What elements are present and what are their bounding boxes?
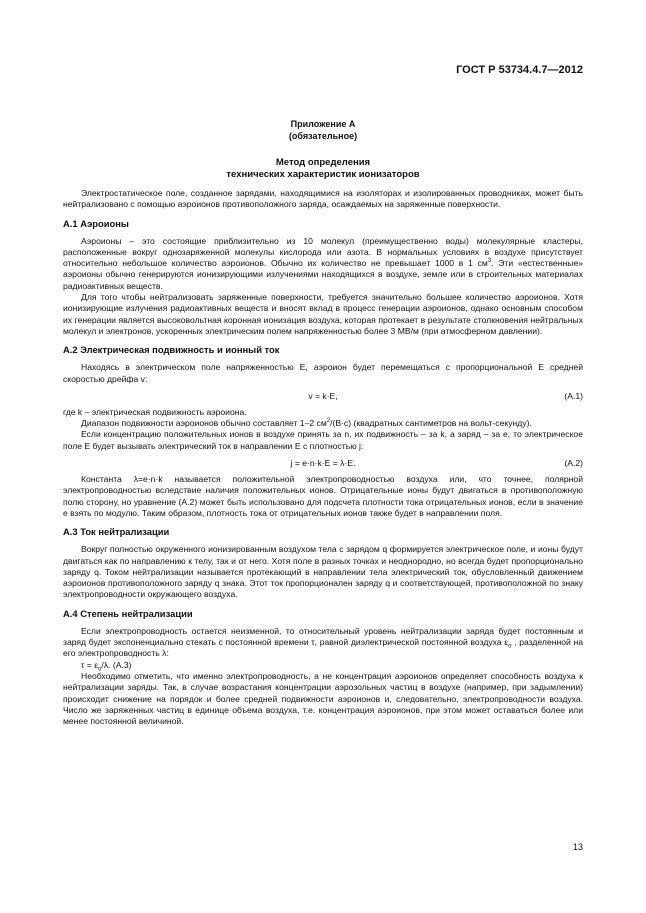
s2-p2-superscript: 2	[326, 418, 331, 425]
section-a2-heading: А.2 Электрическая подвижность и ионный ток	[63, 344, 280, 356]
s1-p1-text-b: . Эти «естественные» аэроионы обычно генерируются ионизирующими излучениями находящихся в воздухе, земле или в строительных материалах радиоактивных веществ.	[63, 258, 584, 291]
s2-p2-text-a: Диапазон подвижности аэроионов обычно составляет 1–2 см	[81, 418, 327, 429]
s1-p1-text-a: Аэроионы – это состоящие приблизительно из 10 молекул (преимущественно воды) молекулярные кластеры, расположенные вокруг однозаряженной молекулы кислорода или азота. В нормальных условиях в воздухе присутствует относительно небольшое количество аэроионов. Обычно их количество не превышает 1000 в 1 см	[63, 235, 583, 269]
page-number: 13	[572, 842, 583, 852]
intro-paragraph: Электростатическое поле, созданное зарядами, находящимися на изоляторах и изолированных проводниках, может быть нейтрализовано с помощью аэроионов противоположного заряда, осаждаемых на заряженные поверхности.	[63, 188, 583, 210]
section-a2-paragraph-4: Константа λ=e·n·k называется положительной электропроводностью воздуха или, что точнее, полярной электропроводностью вследствие наличия положительных ионов. Отрицательные ионы будут двигаться в противоположную полю сторону, но уравнение (А.2) может быть использовано для подсчета плотности тока отрицательных ионов, если в значение e взять по модулю. Таким образом, плотность тока от отрицательных ионов также будет в направлении поля.	[63, 474, 583, 518]
appendix-title: Приложение А	[290, 119, 356, 129]
standard-header: ГОСТ Р 53734.4.7—2012	[456, 64, 583, 76]
s4-p1-subscript: o	[508, 643, 512, 650]
formula-a3-text-b: /λ. (А.3)	[101, 659, 132, 670]
formula-a3-text-a: τ = ε	[81, 659, 99, 670]
section-a4-paragraph-2: Необходимо отметить, что именно электропроводность, а не концентрация аэроионов определяет способность воздуха к нейтрализации заряды. Так, в случае возрастания концентрации аэрозольных частиц в воздухе (например, при задымлении) происходит снижение на порядок и более средней подвижности аэроионов и, следовательно, электропроводности воздуха. Число же заряженных частиц в единице объема воздуха, т.е. концентрация аэроионов, при этом может оставаться более или менее постоянной величиной.	[63, 670, 583, 727]
formula-a2-expression: j = e·n·k·E = λ·E.	[290, 458, 356, 469]
formula-a1-expression: v = k·E,	[308, 390, 338, 401]
method-title-line2: технических характеристик ионизаторов	[226, 169, 420, 180]
appendix-title-block	[0, 119, 646, 142]
s1-p1-superscript: 3	[487, 258, 492, 265]
section-a1-paragraph-1	[63, 236, 583, 292]
formula-a1-number: (А.1)	[564, 390, 583, 401]
formula-a2-number: (А.2)	[564, 458, 583, 469]
formula-a3-subscript: o	[98, 666, 102, 673]
section-a4-paragraph-1	[63, 626, 583, 660]
method-title-block	[0, 157, 646, 181]
s4-p1-text-b: , разделенной на его электропроводность λ:	[63, 637, 583, 659]
formula-a2	[63, 458, 583, 470]
section-a2-paragraph-2	[63, 418, 583, 429]
formula-a3	[63, 660, 583, 671]
section-a1-paragraph-2: Для того чтобы нейтрализовать заряженные поверхности, требуется значительно большее количество аэроионов. Хотя ионизирующие излучения радиоактивных веществ и вносят вклад в процесс генерации аэроионов, однако основным способом их генерации является высоковольтная коронная ионизация воздуха, которая протекает в результате столкновения нейтральных молекул и электронов, ускоренных электрическим полем напряженностью более 3 МВ/м (при атмосферном давлении).	[63, 292, 583, 336]
section-a4-heading: А.4 Степень нейтрализации	[63, 607, 193, 619]
s4-p1-text-a: Если электропроводность остается неизменной, то относительный уровень нейтрализации заряда будет постоянным и заряд будет экспоненциально стекать с постоянной времени τ, равной диэлектрической постоянной воздуха ε	[63, 625, 583, 648]
section-a1-heading: А.1 Аэроионы	[63, 217, 129, 229]
formula-a1-where: где k – электрическая подвижность аэроиона.	[63, 406, 247, 417]
formula-a1	[63, 391, 583, 403]
method-title-line1: Метод определения	[275, 157, 371, 168]
appendix-subtitle: (обязательное)	[288, 130, 358, 141]
s2-p2-text-b: /(В·с) (квадратных сантиметров на вольт-секунду).	[330, 418, 532, 429]
document-body	[63, 188, 583, 727]
section-a2-paragraph-3: Если концентрацию положительных ионов в воздухе принять за n, их подвижность – за k, а заряд – за e, то электрическое поле E будет вызывать электрический ток в направлении E с плотностью j:	[63, 429, 583, 451]
section-a3-heading: А.3 Ток нейтрализации	[63, 526, 170, 538]
section-a3-paragraph-1: Вокруг полностью окруженного ионизированным воздухом тела с зарядом q формируется электрическое поле, и ионы будут двигаться как по направлению к телу, так и от него. Хотя поле в разных точках и неоднородно, но всегда будет пропорционально заряду q. Током нейтрализации называется протекающий в направлении тела электрический ток, обусловленный движением аэроионов противоположного заряду q знака. Этот ток пропорционален заряду q и соответствующей, противоположной по знаку электропроводности окружающего воздуха.	[63, 544, 583, 600]
section-a2-paragraph-1: Находясь в электрическом поле напряженностью E, аэроион будет перемещаться с пропорциональной E средней скоростью дрейфа v:	[63, 362, 583, 384]
